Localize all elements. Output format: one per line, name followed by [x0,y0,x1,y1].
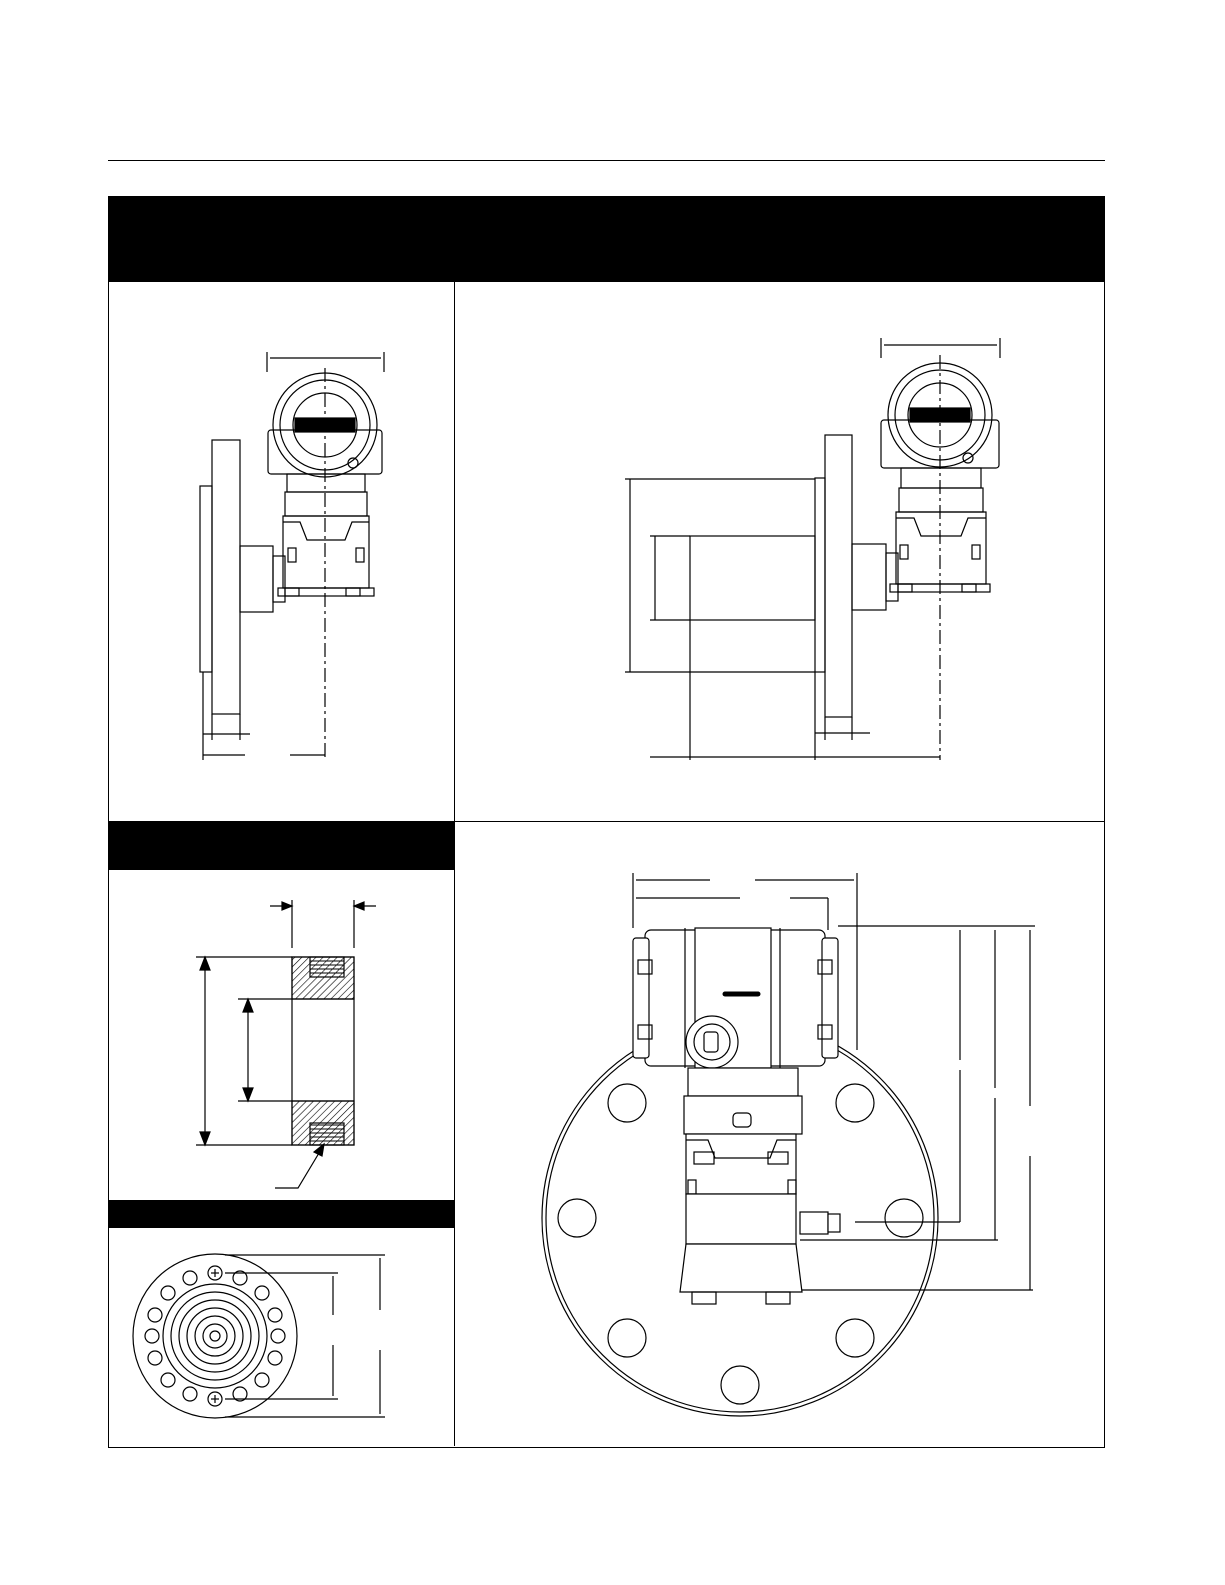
flange-face-view [133,1254,385,1418]
flange-cross-section [196,900,376,1188]
front-view [542,873,1035,1416]
side-view-small [200,352,384,760]
side-view-extended [625,338,1000,760]
